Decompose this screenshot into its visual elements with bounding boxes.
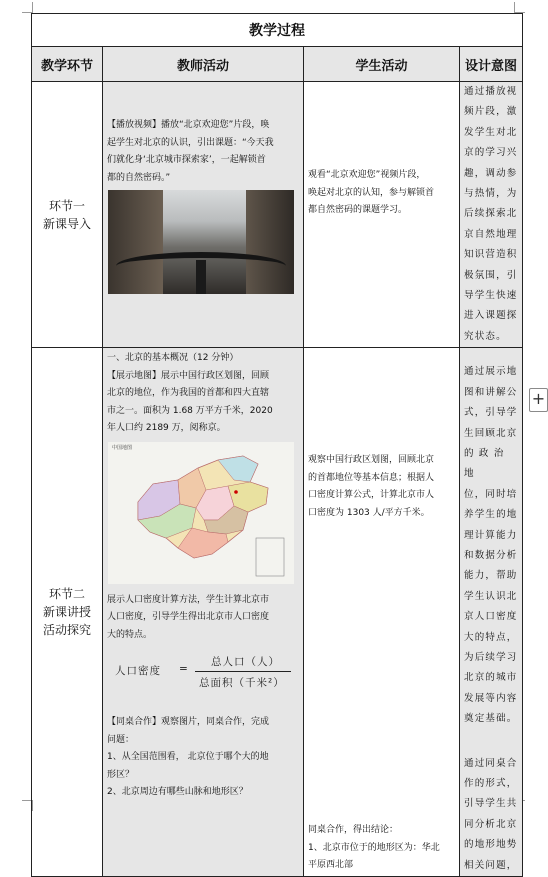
text-line: 京人口密度 <box>464 611 518 623</box>
text-line: 式，引导学 <box>464 407 518 419</box>
china-map-graphic <box>108 442 294 584</box>
text-line: 京自然地理 <box>464 228 518 240</box>
formula-numerator: 总人口（人） <box>211 656 280 669</box>
map-label: 中国地图 <box>112 444 133 451</box>
text-line: 展示人口密度计算方法，学生计算北京市 <box>107 594 270 605</box>
text-line: 奠定基础。 <box>464 713 518 725</box>
text-line: 的首都地位等基本信息；根据人 <box>308 472 435 483</box>
text-line: 唤起对北京的认知，参与解锁首 <box>308 187 435 198</box>
text-line: 观看“北京欢迎您”视频片段， <box>308 170 426 180</box>
text-line: 一、北京的基本概况（12 分钟） <box>107 353 239 364</box>
text-line: 作的形式， <box>464 778 518 789</box>
text-line: 发学生对北 <box>464 126 518 138</box>
text-line: 北京的城市 <box>464 672 518 684</box>
text-line: 与热情，为 <box>464 188 518 200</box>
text-line: 和数据分析 <box>464 549 518 561</box>
text-line: 大的特点。 <box>107 629 153 640</box>
text-line: 形区？ <box>107 769 135 780</box>
stage-label: 环节二 <box>48 587 85 602</box>
text-line: 趣，调动参 <box>464 167 518 179</box>
text-line: 能力，帮助 <box>464 570 518 582</box>
teacher-activity-cell <box>103 348 304 877</box>
text-line: 【同桌合作】观察图片，同桌合作，完成 <box>107 717 270 728</box>
header-teacher-activity: 教师活动 <box>103 47 304 82</box>
text-line: 都的自然密码。” <box>107 172 171 183</box>
header-student-activity: 学生活动 <box>304 47 460 82</box>
text-line: 起学生对北京的认识，引出课题：“今天我 <box>107 137 274 148</box>
china-admin-map <box>108 442 294 584</box>
text-line: 后续探索北 <box>464 208 518 220</box>
stage-cell <box>32 348 103 877</box>
text-line: 相关问题， <box>464 859 518 871</box>
text-line: 通过同桌合 <box>464 757 518 769</box>
text-line: 同分析北京 <box>464 818 518 830</box>
add-row-button[interactable]: + <box>529 388 548 412</box>
text-line: 通过展示地 <box>464 366 518 378</box>
student-activity-cell <box>304 82 460 348</box>
text-line: 口密度为 1303 人/平方千米。 <box>308 507 430 518</box>
text-line: 引导学生共 <box>464 798 518 810</box>
teaching-process-table <box>31 13 523 877</box>
text-line: 生回顾北京 <box>464 427 518 439</box>
text-line: 问题： <box>107 734 135 745</box>
text-line: 极氛围，引 <box>464 269 518 281</box>
formula-denominator: 总面积（千米²） <box>199 677 285 690</box>
page-corner-mark <box>514 2 525 13</box>
formula-lhs: 人口密度 <box>115 665 161 678</box>
population-density-formula <box>115 654 303 688</box>
text-line: 进入课题探 <box>464 310 518 322</box>
teacher-activity-cell <box>103 82 304 348</box>
text-line: 观察中国行政区划图，回顾北京 <box>308 455 435 466</box>
header-stage: 教学环节 <box>32 47 103 82</box>
text-line: 1、北京市位于的地形区为：华北 <box>308 842 440 853</box>
stage-cell <box>32 82 103 348</box>
text-line: 年人口约 2189 万，阅称京。 <box>107 423 226 434</box>
page-corner-mark <box>22 2 33 13</box>
text-line: 大的特点， <box>464 631 518 643</box>
stage-label: 活动探究 <box>42 623 91 638</box>
text-line: 平原西北部 <box>308 860 354 871</box>
text-line: 们就化身‘北京城市探索家’，一起解锁首 <box>107 155 266 165</box>
text-line: 导学生快速 <box>464 290 518 302</box>
stage-label: 新课导入 <box>42 216 91 231</box>
text-line: 为后续学习 <box>464 651 518 663</box>
text-line: 【展示地图】展示中国行政区划图，回顾 <box>107 370 270 381</box>
text-line: 同桌合作，得出结论： <box>308 825 399 836</box>
stage-label: 环节一 <box>48 198 85 213</box>
design-intent-cell <box>460 348 523 877</box>
text-line: 口密度计算公式，计算北京市人 <box>308 490 435 501</box>
text-line: 理计算能力 <box>464 529 518 541</box>
header-design-intent: 设计意图 <box>460 47 523 82</box>
bike-ride-photo <box>108 190 294 294</box>
text-line: 都自然密码的课题学习。 <box>308 205 408 215</box>
text-line: 北京的地位，作为我国的首都和四大直辖 <box>107 388 270 399</box>
stage-label: 新课讲授 <box>42 605 91 620</box>
text-line: 2、北京周边有哪些山脉和地形区？ <box>107 787 248 798</box>
text-line: 的 政 治 地 <box>464 447 505 480</box>
text-line: 图和讲解公 <box>464 386 518 398</box>
text-line: 养学生的地 <box>464 509 518 521</box>
text-line: 发展等内容 <box>464 692 518 704</box>
formula-equals: = <box>179 663 188 676</box>
text-line: 究状态。 <box>464 330 507 342</box>
text-line: 的地形地势 <box>464 839 518 851</box>
text-line: 学生认识北 <box>464 590 518 602</box>
text-line: 市之一。面积为 1.68 万平方千米，2020 <box>107 405 273 416</box>
table-row <box>32 348 523 877</box>
text-line: 人口密度，引导学生得出北京市人口密度 <box>107 612 270 623</box>
text-line: 1、从全国范围看， 北京位于哪个大的地 <box>107 752 269 763</box>
student-activity-cell <box>304 348 460 877</box>
design-intent-cell <box>460 82 523 348</box>
table-row <box>32 82 523 348</box>
text-line: 【播放视频】播放“北京欢迎您”片段，唤 <box>107 120 270 130</box>
text-line: 频片段，激 <box>464 106 518 118</box>
text-line: 知识营造积 <box>464 249 518 261</box>
fraction-bar <box>195 671 291 672</box>
table-title: 教学过程 <box>32 14 523 47</box>
text-line: 通过播放视 <box>464 86 518 97</box>
text-line: 京的学习兴 <box>464 147 518 159</box>
text-line: 位，同时培 <box>464 488 518 500</box>
